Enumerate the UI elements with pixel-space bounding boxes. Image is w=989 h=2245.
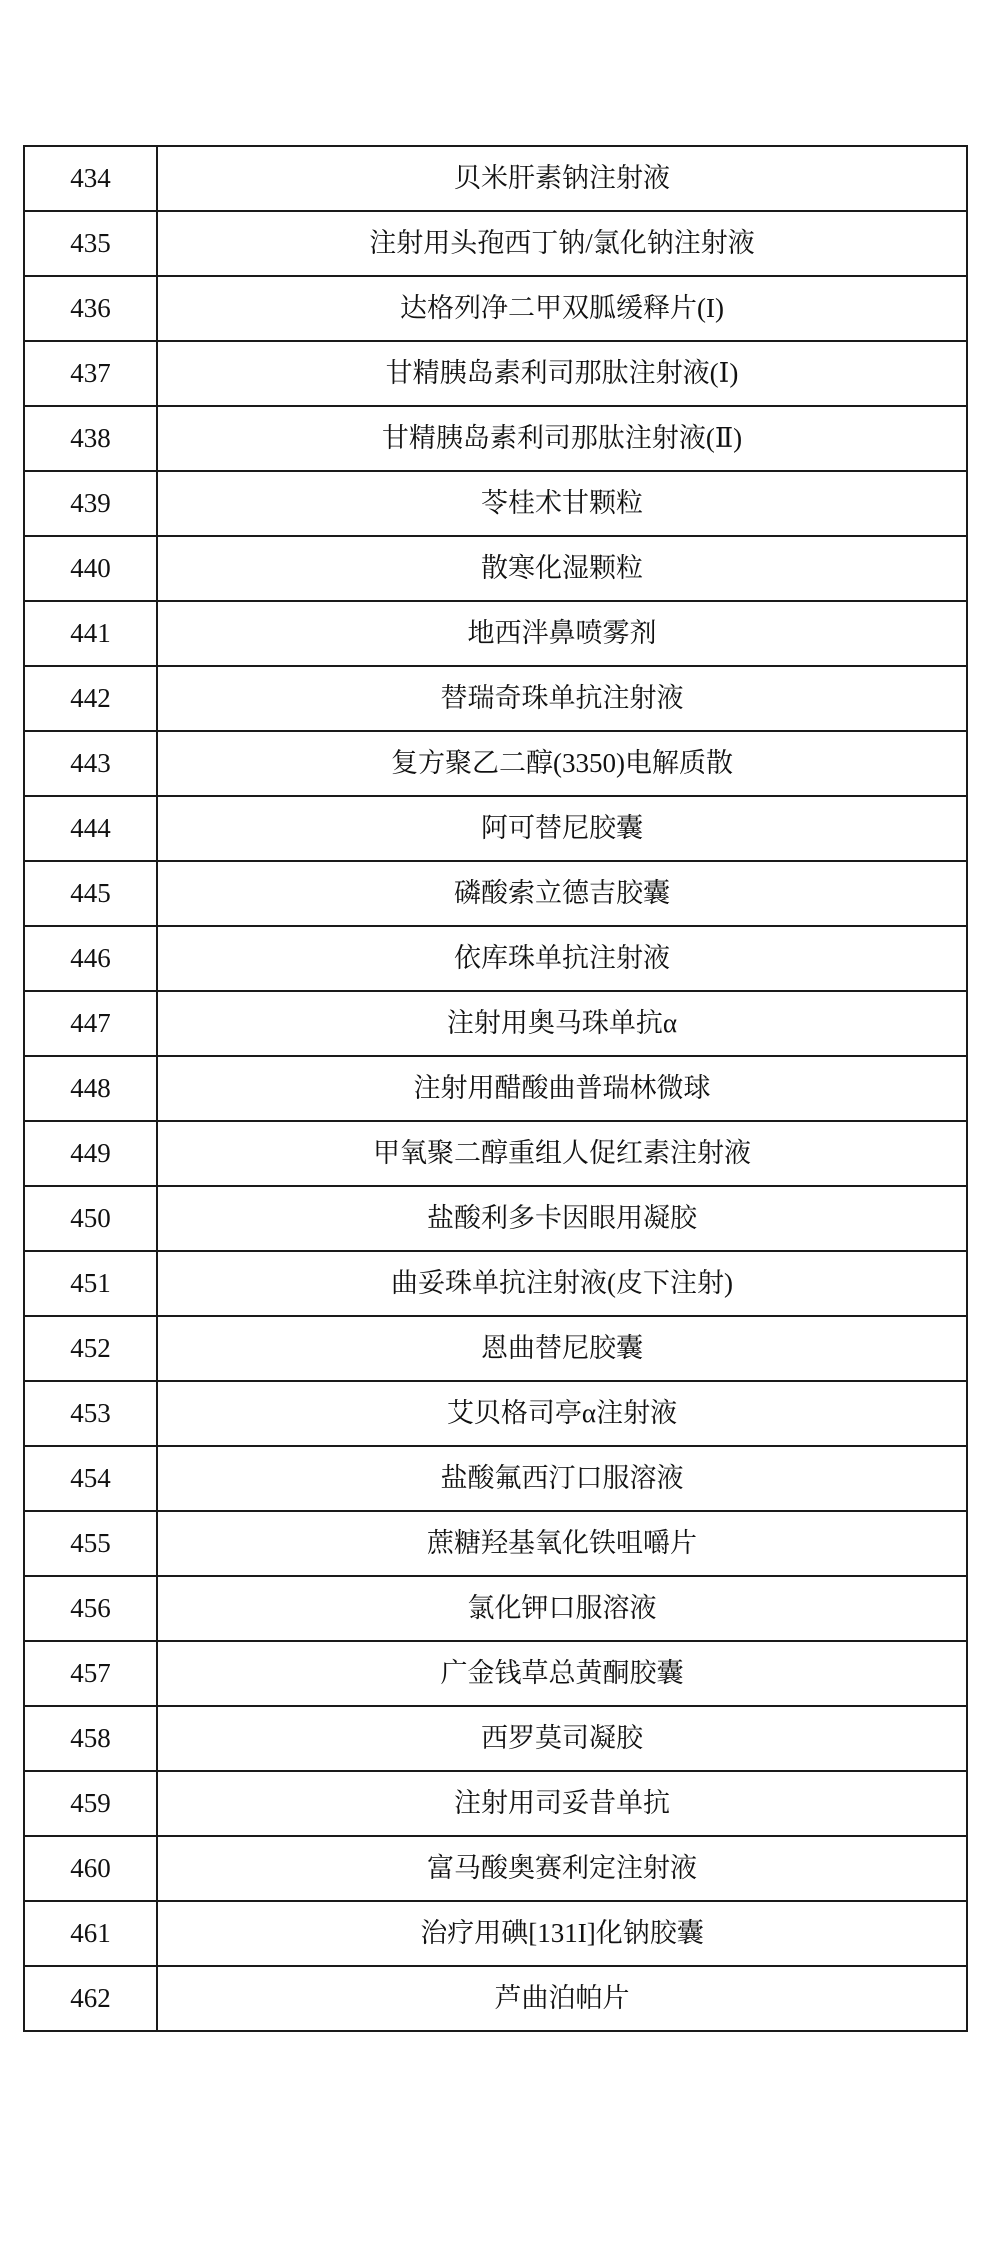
table-row: [24, 1186, 967, 1251]
table-row: [24, 1901, 967, 1966]
table-row: [24, 1056, 967, 1121]
table-row: [24, 146, 967, 211]
drug-name-cell: 富马酸奥赛利定注射液: [157, 1836, 967, 1901]
table-row: [24, 471, 967, 536]
serial-number-cell: 444: [24, 796, 157, 861]
serial-number-cell: 435: [24, 211, 157, 276]
serial-number-cell: 436: [24, 276, 157, 341]
drug-name-cell: 氯化钾口服溶液: [157, 1576, 967, 1641]
serial-number-cell: 454: [24, 1446, 157, 1511]
drug-name-cell: 注射用头孢西丁钠/氯化钠注射液: [157, 211, 967, 276]
table-row: [24, 1381, 967, 1446]
drug-name-cell: 替瑞奇珠单抗注射液: [157, 666, 967, 731]
drug-name-cell: 甘精胰岛素利司那肽注射液(Ⅱ): [157, 406, 967, 471]
table-row: [24, 406, 967, 471]
table-row: [24, 536, 967, 601]
table-row: [24, 1706, 967, 1771]
drug-name-cell: 盐酸利多卡因眼用凝胶: [157, 1186, 967, 1251]
serial-number-cell: 449: [24, 1121, 157, 1186]
drug-name-cell: 磷酸索立德吉胶囊: [157, 861, 967, 926]
table-row: [24, 1771, 967, 1836]
table-row: [24, 276, 967, 341]
serial-number-cell: 447: [24, 991, 157, 1056]
table-row: [24, 211, 967, 276]
serial-number-cell: 440: [24, 536, 157, 601]
serial-number-cell: 448: [24, 1056, 157, 1121]
serial-number-cell: 439: [24, 471, 157, 536]
drug-name-cell: 达格列净二甲双胍缓释片(I): [157, 276, 967, 341]
table-row: [24, 926, 967, 991]
table-row: [24, 1511, 967, 1576]
table-row: [24, 1576, 967, 1641]
drug-name-cell: 曲妥珠单抗注射液(皮下注射): [157, 1251, 967, 1316]
serial-number-cell: 434: [24, 146, 157, 211]
serial-number-cell: 441: [24, 601, 157, 666]
drug-name-cell: 恩曲替尼胶囊: [157, 1316, 967, 1381]
serial-number-cell: 460: [24, 1836, 157, 1901]
table-row: [24, 1446, 967, 1511]
serial-number-cell: 443: [24, 731, 157, 796]
table-row: [24, 1251, 967, 1316]
table-row: [24, 991, 967, 1056]
drug-name-cell: 散寒化湿颗粒: [157, 536, 967, 601]
table-row: [24, 861, 967, 926]
drug-name-cell: 蔗糖羟基氧化铁咀嚼片: [157, 1511, 967, 1576]
table-row: [24, 1641, 967, 1706]
table-row: [24, 1836, 967, 1901]
table-row: [24, 731, 967, 796]
drug-name-cell: 艾贝格司亭α注射液: [157, 1381, 967, 1446]
serial-number-cell: 462: [24, 1966, 157, 2031]
serial-number-cell: 453: [24, 1381, 157, 1446]
serial-number-cell: 442: [24, 666, 157, 731]
drug-name-cell: 复方聚乙二醇(3350)电解质散: [157, 731, 967, 796]
serial-number-cell: 450: [24, 1186, 157, 1251]
serial-number-cell: 446: [24, 926, 157, 991]
table-row: [24, 1121, 967, 1186]
drug-name-cell: 苓桂术甘颗粒: [157, 471, 967, 536]
serial-number-cell: 451: [24, 1251, 157, 1316]
drug-name-cell: 治疗用碘[131I]化钠胶囊: [157, 1901, 967, 1966]
serial-number-cell: 452: [24, 1316, 157, 1381]
drug-name-cell: 西罗莫司凝胶: [157, 1706, 967, 1771]
drug-name-cell: 盐酸氟西汀口服溶液: [157, 1446, 967, 1511]
drug-name-cell: 注射用司妥昔单抗: [157, 1771, 967, 1836]
drug-name-cell: 依库珠单抗注射液: [157, 926, 967, 991]
table-row: [24, 341, 967, 406]
serial-number-cell: 457: [24, 1641, 157, 1706]
drug-list-body: [24, 146, 967, 2031]
drug-name-cell: 贝米肝素钠注射液: [157, 146, 967, 211]
table-row: [24, 601, 967, 666]
drug-name-cell: 注射用醋酸曲普瑞林微球: [157, 1056, 967, 1121]
table-row: [24, 796, 967, 861]
drug-name-cell: 广金钱草总黄酮胶囊: [157, 1641, 967, 1706]
drug-name-cell: 地西泮鼻喷雾剂: [157, 601, 967, 666]
drug-name-cell: 阿可替尼胶囊: [157, 796, 967, 861]
table-row: [24, 1316, 967, 1381]
serial-number-cell: 461: [24, 1901, 157, 1966]
serial-number-cell: 437: [24, 341, 157, 406]
serial-number-cell: 438: [24, 406, 157, 471]
drug-name-cell: 甘精胰岛素利司那肽注射液(Ⅰ): [157, 341, 967, 406]
table-row: [24, 1966, 967, 2031]
serial-number-cell: 455: [24, 1511, 157, 1576]
table-row: [24, 666, 967, 731]
drug-name-cell: 甲氧聚二醇重组人促红素注射液: [157, 1121, 967, 1186]
drug-name-cell: 芦曲泊帕片: [157, 1966, 967, 2031]
drug-name-cell: 注射用奥马珠单抗α: [157, 991, 967, 1056]
serial-number-cell: 445: [24, 861, 157, 926]
drug-list-table: [23, 145, 968, 2032]
serial-number-cell: 456: [24, 1576, 157, 1641]
serial-number-cell: 459: [24, 1771, 157, 1836]
serial-number-cell: 458: [24, 1706, 157, 1771]
